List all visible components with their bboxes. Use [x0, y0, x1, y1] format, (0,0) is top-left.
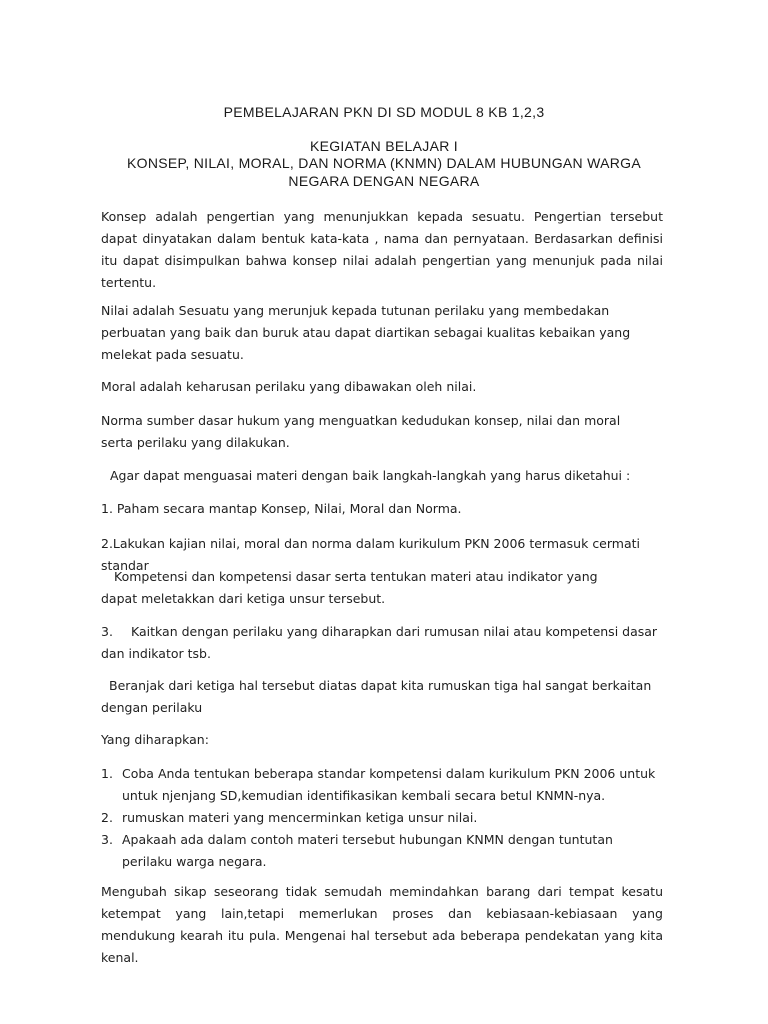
paragraph-norma: Norma sumber dasar hukum yang menguatkan kedudukan konsep, nilai dan moral serta perilaku yang dilakukan.	[101, 413, 621, 450]
list-item	[101, 829, 663, 873]
document-title: PEMBELAJARAN PKN DI SD MODUL 8 KB 1,2,3	[223, 104, 545, 120]
section-subheading-line1: KONSEP, NILAI, MORAL, DAN NORMA (KNMN) DALAM HUBUNGAN WARGA	[127, 155, 641, 171]
list-item-number: 3.	[101, 832, 113, 847]
paragraph-intro-steps: Agar dapat menguasai materi dengan baik langkah-langkah yang harus diketahui :	[110, 468, 631, 483]
step-3-text: Kaitkan dengan perilaku yang diharapkan dari rumusan nilai atau kompetensi dasar dan indikator tsb.	[101, 624, 658, 661]
list-item	[101, 807, 663, 829]
list-item-number: 2.	[101, 810, 113, 825]
paragraph-moral: Moral adalah keharusan perilaku yang dibawakan oleh nilai.	[101, 379, 477, 394]
step-3-number: 3.	[101, 624, 113, 639]
step-3	[101, 621, 671, 665]
step-1: 1. Paham secara mantap Konsep, Nilai, Moral dan Norma.	[101, 501, 462, 516]
paragraph-beranjak: Beranjak dari ketiga hal tersebut diatas dapat kita rumuskan tiga hal sangat berkaitan dengan perilaku	[101, 678, 652, 715]
step-2-continued: Kompetensi dan kompetensi dasar serta tentukan materi atau indikator yang dapat meletakkan dari ketiga unsur tersebut.	[101, 569, 598, 606]
paragraph-nilai: Nilai adalah Sesuatu yang merunjuk kepada tutunan perilaku yang membedakan perbuatan yang baik dan buruk atau dapat diartikan sebagai kualitas kebaikan yang melekat pada sesuatu.	[101, 303, 631, 362]
paragraph-konsep: Konsep adalah pengertian yang menunjukkan kepada sesuatu. Pengertian tersebut dapat dinyatakan dalam bentuk kata-kata , nama dan pernyataan. Berdasarkan definisi itu dapat disimpulkan bahwa konsep nilai adalah pengertian yang menunjuk pada nilai tertentu.	[101, 209, 663, 290]
list-item	[101, 763, 663, 807]
list-item-text: rumuskan materi yang mencerminkan ketiga unsur nilai.	[122, 810, 478, 825]
section-heading: KEGIATAN BELAJAR I	[309, 138, 459, 154]
section-subheading-line2: NEGARA DENGAN NEGARA	[288, 173, 480, 189]
list-item-text: Coba Anda tentukan beberapa standar kompetensi dalam kurikulum PKN 2006 untuk untuk njenjang SD,kemudian identifikasikan kembali secara betul KNMN-nya.	[122, 766, 656, 803]
paragraph-mengubah-sikap: Mengubah sikap seseorang tidak semudah memindahkan barang dari tempat kesatu ketempat yang lain,tetapi memerlukan proses dan kebiasaan-kebiasaan yang mendukung kearah itu pula. Mengenai hal tersebut ada beberapa pendekatan yang kita kenal.	[101, 884, 663, 965]
list-item-number: 1.	[101, 766, 113, 781]
list-item-text: Apakaah ada dalam contoh materi tersebut hubungan KNMN dengan tuntutan perilaku warga negara.	[122, 832, 613, 869]
paragraph-yang-diharapkan: Yang diharapkan:	[101, 732, 209, 747]
step-2: 2.Lakukan kajian nilai, moral dan norma dalam kurikulum PKN 2006 termasuk cermati standar	[101, 536, 641, 573]
